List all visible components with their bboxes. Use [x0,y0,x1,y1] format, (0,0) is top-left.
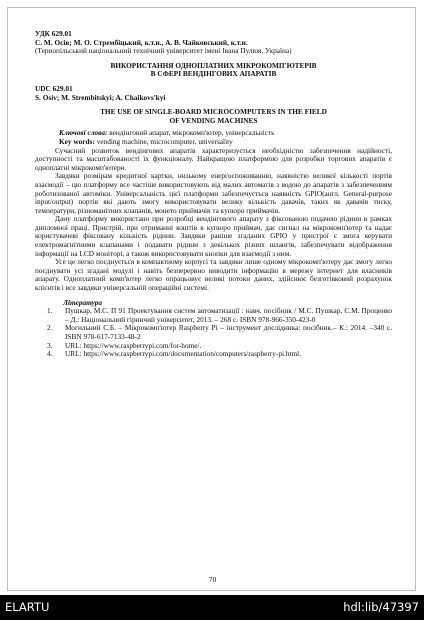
footer-handle-id: hdl:lib/47397 [343,600,419,614]
reference-text: URL: https://www.raspberrypi.com/for-home/. [65,340,202,350]
udc-ua: УДК 629.01 [35,29,72,38]
reference-text: URL: https://www.raspberrypi.com/documentation/computers/raspberry-pi.html. [65,349,302,359]
page-number: 70 [208,575,217,584]
keywords-ua-label: Ключові слова: [59,128,108,138]
body-paragraph-3: Дану платформу використано при розробці вендінгового апарату з фіксованою подачею рідини в рамках дипломної праці. Пристрій, при отриманні коштів в купюро приймач, дає сигнал на мікрокомп'ютер та надає користувачеві фіксовану кількість рідини. Завдяки раніше згаданих GPIO у пристрої є змога керувати електромагнітними клапанами і подавати рідини з декількох різних шлангів, забезпечувати відображення інформації на LCD моніторі, а також використовувати кнопки для взаємодії з ним. [35,214,392,258]
keywords-en-label: Key words: [59,136,95,146]
keywords-en-text: vending machine, microcomputer, universality [94,136,233,146]
title-ua-line1: ВИКОРИСТАННЯ ОДНОПЛАТНИХ МІКРОКОМП'ЮТЕРІВ [110,60,317,70]
udc-en: UDC 629.01 [35,83,73,93]
reference-list [35,307,392,359]
reference-number: 1. [47,306,53,316]
reference-text: Пушкар, М.С. П 91 Проектування систем автоматизації : навч. посібник / М.С. Пушкар, С.М. Проценко – Д.: Національний гірничий університет, 2013. – 268 с. ISBN 978-966-350-423-0 [65,306,392,324]
authors-ua: С. М. Осів; М. О. Стрембіцький, к.т.н., А. В. Чайковський, к.т.н. [35,37,248,47]
title-ua-line2: В СФЕРІ ВЕНДІНГОВИХ АПАРАТІВ [150,69,277,79]
reference-item [35,307,392,324]
body-paragraph-1: Сучасний розвиток вендінгових апаратів характеризується необхідністю забезпечення надійності, доступності та масштабованості їх функціоналу. Найкращою платформою для розробки торгових апаратів є одноплатні мікрокомп'ютери. [35,145,392,172]
title-en-line1: THE USE OF SINGLE-BOARD MICROCOMPUTERS IN THE FIELD [100,107,327,117]
reference-number: 3. [47,340,53,350]
body-paragraph-4: Усе це легко поєднується в компактному корпусі та завдяки лише одному мікрокомп'ютеру дає змогу легко поєднувати усі згадані модулі і навіть безперервно виводити інформацію в мережу інтернет для власників апарату. Одноплатний комп'ютер легко опрацьовує великі потоки даних, здійснює безготівковий розрахунок клієнтів і все завдяки універсальній операційні системі. [35,257,392,293]
reference-number: 2. [47,323,53,333]
authors-en: S. Osiv; M. Strembitskyi; A. Chaikovs'kyi [35,92,166,102]
footer-repository-name: ELARTU [5,600,50,614]
body-paragraph-2: Завдяки розмірам кредитної картки, низькому енергоспоживанню, наявністю великої кількості портів взаємодії – цю платформу все частіше використовують від малих автоматів з водою до апаратів з забезпеченням роботизованої автоміки. Універсальність цієї платформи забезпечується наявність GPIO(англ. General-purpose input/output) портів які дають змогу використовувати велику кількість давачів, таких як давачів тиску, температури, різноманітних клапанів, монето приймачів та купюро приймачів. [35,171,392,215]
page-content [35,30,392,359]
literature-title: Література [63,297,103,307]
document-page [7,7,416,591]
reference-text: Могильний С.Б. – Мікрокомп'ютер Raspberry Pi – інструмент дослідника: посібник.– К.: 2014. –340 с. ISBN 978-617-7133-48-2 [65,323,392,341]
repository-footer-bar [0,595,424,620]
title-en-line2: OF VENDING MACHINES [169,115,258,125]
keywords-ua-text: вендінговий апарат, мікрокомп'ютер, універсальність [107,128,275,138]
reference-number: 4. [47,349,53,359]
reference-item [35,350,392,359]
affiliation-ua: (Тернопільський національний технічний університет імені Івана Пулюя, Україна) [35,46,292,56]
reference-item [35,324,392,341]
